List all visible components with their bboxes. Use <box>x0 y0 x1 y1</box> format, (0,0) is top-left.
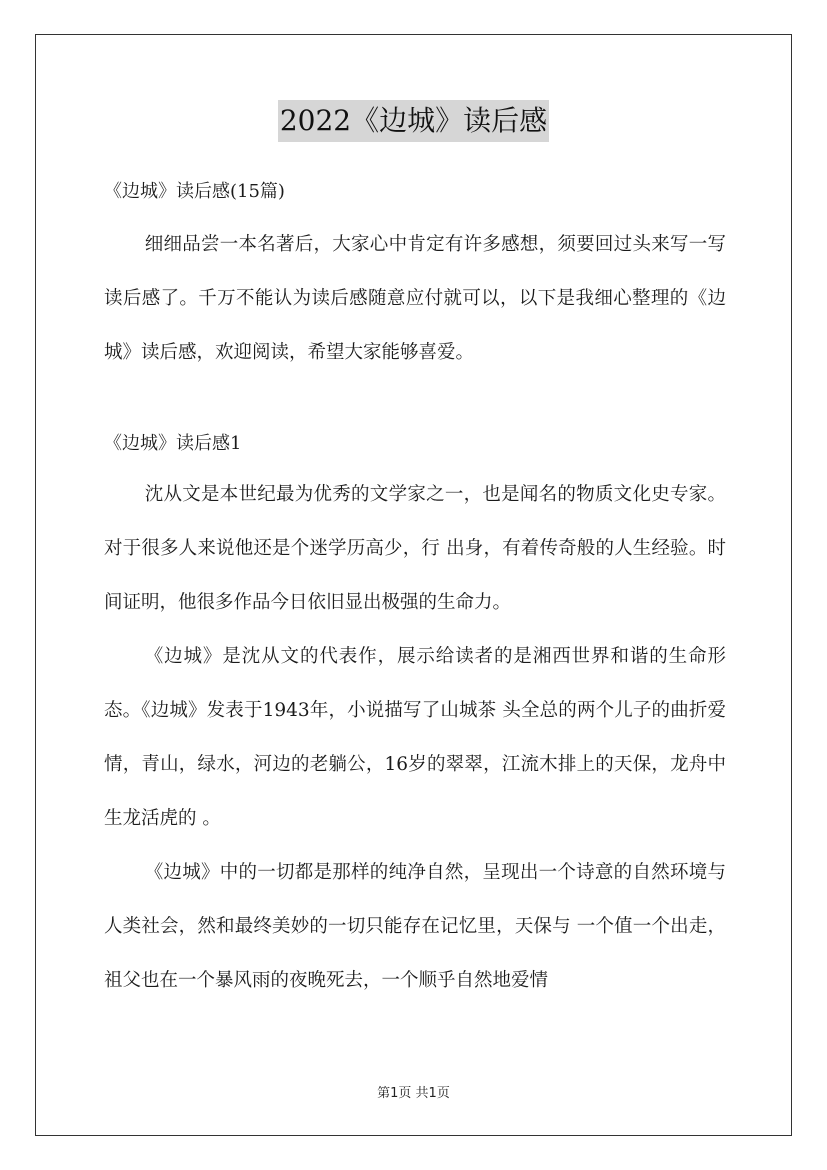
section-heading: 《边城》读后感1 <box>104 433 242 454</box>
document-body <box>104 172 726 1008</box>
intro-paragraph: 细细品尝一本名著后，大家心中肯定有许多感想，须要回过头来写一写读后感了。千万不能认为读后感随意应付就可以，以下是我细心整理的《边城》读后感，欢迎阅读，希望大家能够喜爱。 <box>104 234 726 363</box>
subtitle: 《边城》读后感(15篇) <box>104 181 285 202</box>
title-container <box>0 100 827 142</box>
section-paragraph-2: 《边城》是沈从文的代表作，展示给读者的是湘西世界和谐的生命形态。《边城》发表于1943年，小说描写了山城茶 头全总的两个儿子的曲折爱情，青山，绿水，河边的老躺公，16岁的翠翠，江流木排上的天保，龙舟中生龙活虎的 。 <box>104 646 726 829</box>
page-footer: 第1页 共1页 <box>377 1086 450 1101</box>
section-paragraph-1: 沈从文是本世纪最为优秀的文学家之一，也是闻名的物质文化史专家。对于很多人来说他还是个迷学历高少，行 出身，有着传奇般的人生经验。时间证明，他很多作品今日依旧显出极强的生命力。 <box>104 484 726 613</box>
document-title[interactable]: 2022《边城》读后感 <box>278 100 549 142</box>
section-paragraph-3: 《边城》中的一切都是那样的纯净自然，呈现出一个诗意的自然环境与人类社会，然和最终美妙的一切只能存在记忆里，天保与 一个值一个出走，祖父也在一个暴风雨的夜晚死去，一个顺乎自然地爱情 <box>104 862 726 991</box>
